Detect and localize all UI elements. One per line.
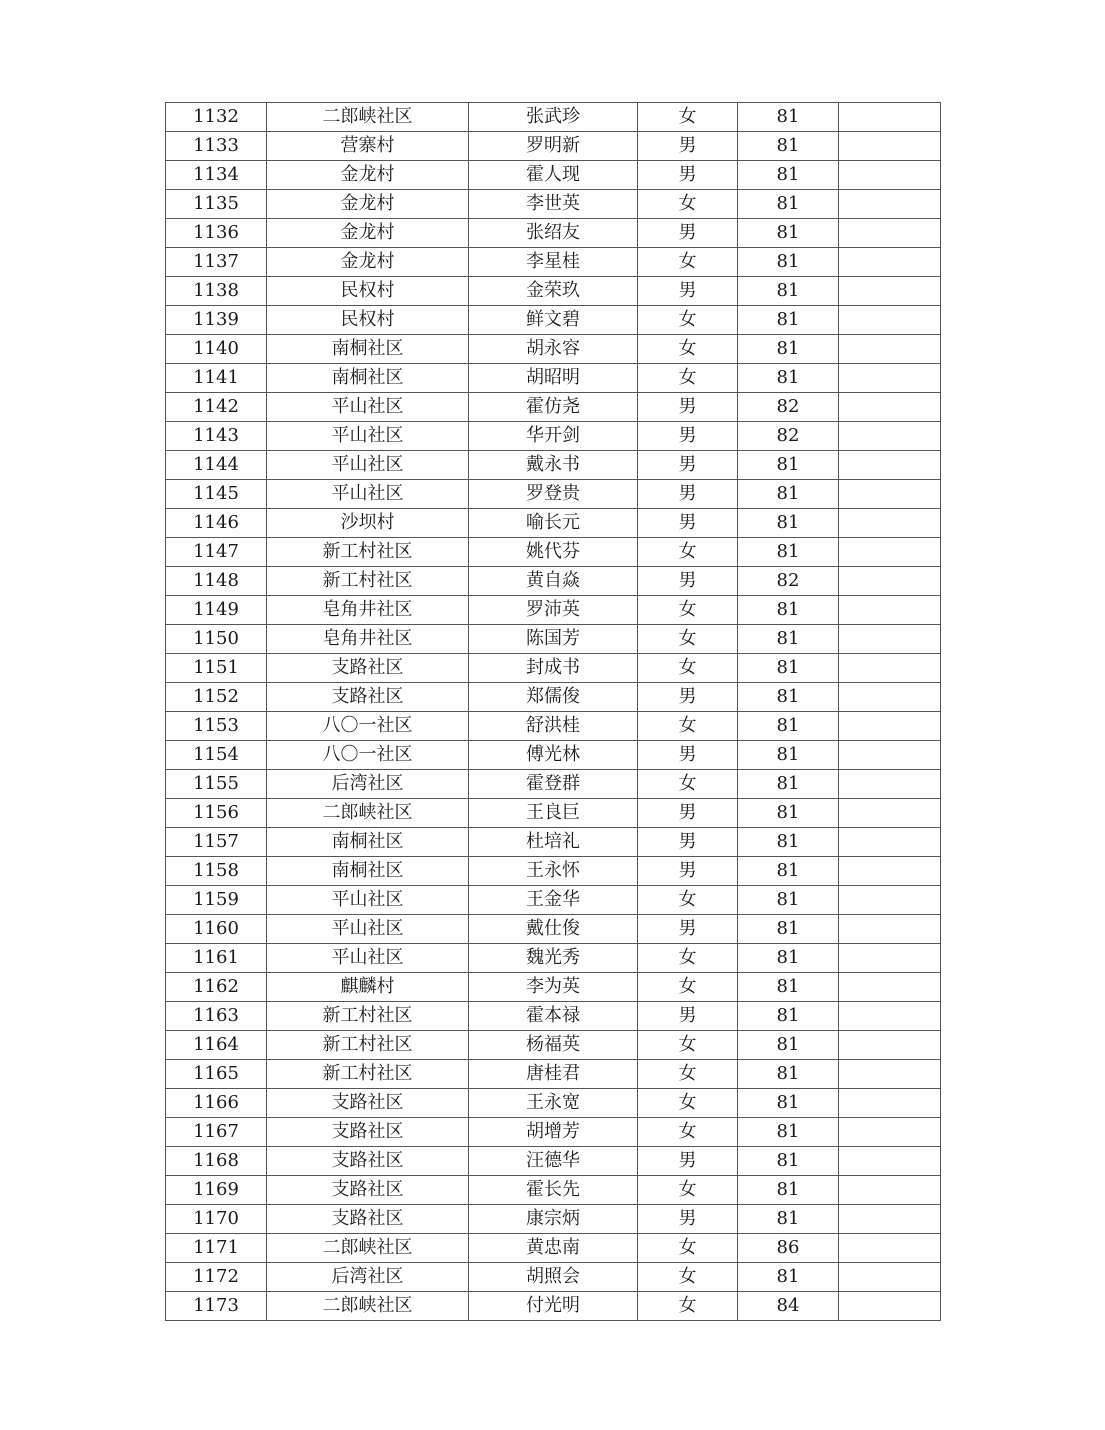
sex-cell: 男 (638, 161, 738, 190)
sex-cell: 女 (638, 335, 738, 364)
age-cell: 81 (738, 1263, 839, 1292)
name-cell: 王良巨 (469, 799, 638, 828)
note-cell (839, 944, 941, 973)
age-cell: 81 (738, 161, 839, 190)
community-cell: 二郎峡社区 (267, 1292, 469, 1321)
table-row (166, 393, 941, 422)
note-cell (839, 1292, 941, 1321)
age-cell: 81 (738, 364, 839, 393)
sex-cell: 女 (638, 654, 738, 683)
serial-number-cell: 1169 (166, 1176, 267, 1205)
community-cell: 平山社区 (267, 422, 469, 451)
serial-number-cell: 1159 (166, 886, 267, 915)
name-cell: 李星桂 (469, 248, 638, 277)
name-cell: 罗明新 (469, 132, 638, 161)
age-cell: 81 (738, 857, 839, 886)
sex-cell: 女 (638, 625, 738, 654)
age-cell: 84 (738, 1292, 839, 1321)
note-cell (839, 712, 941, 741)
note-cell (839, 596, 941, 625)
note-cell (839, 625, 941, 654)
serial-number-cell: 1140 (166, 335, 267, 364)
serial-number-cell: 1157 (166, 828, 267, 857)
age-cell: 81 (738, 1118, 839, 1147)
note-cell (839, 1031, 941, 1060)
note-cell (839, 1002, 941, 1031)
sex-cell: 女 (638, 1234, 738, 1263)
table-row (166, 886, 941, 915)
age-cell: 81 (738, 1205, 839, 1234)
age-cell: 81 (738, 306, 839, 335)
note-cell (839, 335, 941, 364)
table-row (166, 103, 941, 132)
sex-cell: 女 (638, 1031, 738, 1060)
community-cell: 沙坝村 (267, 509, 469, 538)
serial-number-cell: 1155 (166, 770, 267, 799)
name-cell: 杜培礼 (469, 828, 638, 857)
note-cell (839, 857, 941, 886)
community-cell: 民权村 (267, 306, 469, 335)
note-cell (839, 1205, 941, 1234)
sex-cell: 女 (638, 1263, 738, 1292)
community-cell: 金龙村 (267, 219, 469, 248)
note-cell (839, 1147, 941, 1176)
age-cell: 81 (738, 1031, 839, 1060)
serial-number-cell: 1148 (166, 567, 267, 596)
table-row (166, 944, 941, 973)
community-cell: 新工村社区 (267, 567, 469, 596)
sex-cell: 男 (638, 799, 738, 828)
serial-number-cell: 1165 (166, 1060, 267, 1089)
name-cell: 霍本禄 (469, 1002, 638, 1031)
community-cell: 后湾社区 (267, 1263, 469, 1292)
note-cell (839, 683, 941, 712)
name-cell: 黄忠南 (469, 1234, 638, 1263)
note-cell (839, 161, 941, 190)
age-cell: 81 (738, 944, 839, 973)
community-cell: 二郎峡社区 (267, 799, 469, 828)
name-cell: 傅光林 (469, 741, 638, 770)
community-cell: 麒麟村 (267, 973, 469, 1002)
age-cell: 81 (738, 683, 839, 712)
table-row (166, 132, 941, 161)
note-cell (839, 567, 941, 596)
name-cell: 霍登群 (469, 770, 638, 799)
sex-cell: 女 (638, 1060, 738, 1089)
serial-number-cell: 1139 (166, 306, 267, 335)
name-cell: 杨福英 (469, 1031, 638, 1060)
serial-number-cell: 1170 (166, 1205, 267, 1234)
age-cell: 81 (738, 335, 839, 364)
sex-cell: 女 (638, 712, 738, 741)
sex-cell: 男 (638, 451, 738, 480)
community-cell: 二郎峡社区 (267, 103, 469, 132)
sex-cell: 男 (638, 480, 738, 509)
table-row (166, 1234, 941, 1263)
community-cell: 南桐社区 (267, 335, 469, 364)
table-row (166, 480, 941, 509)
sex-cell: 女 (638, 770, 738, 799)
serial-number-cell: 1153 (166, 712, 267, 741)
name-cell: 李世英 (469, 190, 638, 219)
name-cell: 王永怀 (469, 857, 638, 886)
note-cell (839, 741, 941, 770)
community-cell: 金龙村 (267, 248, 469, 277)
community-cell: 支路社区 (267, 1176, 469, 1205)
sex-cell: 男 (638, 683, 738, 712)
serial-number-cell: 1147 (166, 538, 267, 567)
name-cell: 汪德华 (469, 1147, 638, 1176)
sex-cell: 男 (638, 1205, 738, 1234)
table-row (166, 451, 941, 480)
name-cell: 付光明 (469, 1292, 638, 1321)
sex-cell: 女 (638, 886, 738, 915)
age-cell: 81 (738, 538, 839, 567)
sex-cell: 男 (638, 509, 738, 538)
name-cell: 陈国芳 (469, 625, 638, 654)
name-cell: 舒洪桂 (469, 712, 638, 741)
community-cell: 支路社区 (267, 1118, 469, 1147)
table-row (166, 1118, 941, 1147)
community-cell: 民权村 (267, 277, 469, 306)
age-cell: 81 (738, 1089, 839, 1118)
age-cell: 81 (738, 480, 839, 509)
age-cell: 81 (738, 741, 839, 770)
community-cell: 平山社区 (267, 944, 469, 973)
community-cell: 支路社区 (267, 1147, 469, 1176)
table-row (166, 1147, 941, 1176)
serial-number-cell: 1143 (166, 422, 267, 451)
sex-cell: 男 (638, 132, 738, 161)
sex-cell: 男 (638, 393, 738, 422)
sex-cell: 男 (638, 828, 738, 857)
sex-cell: 女 (638, 1118, 738, 1147)
note-cell (839, 103, 941, 132)
name-cell: 鲜文碧 (469, 306, 638, 335)
table-row (166, 219, 941, 248)
name-cell: 金荣玖 (469, 277, 638, 306)
name-cell: 胡永容 (469, 335, 638, 364)
age-cell: 81 (738, 1147, 839, 1176)
note-cell (839, 1234, 941, 1263)
table-row (166, 567, 941, 596)
serial-number-cell: 1135 (166, 190, 267, 219)
name-cell: 姚代芬 (469, 538, 638, 567)
table-row (166, 857, 941, 886)
serial-number-cell: 1166 (166, 1089, 267, 1118)
note-cell (839, 770, 941, 799)
name-cell: 黄自焱 (469, 567, 638, 596)
table-row (166, 683, 941, 712)
community-cell: 金龙村 (267, 161, 469, 190)
sex-cell: 女 (638, 364, 738, 393)
name-cell: 罗沛英 (469, 596, 638, 625)
sex-cell: 男 (638, 857, 738, 886)
sex-cell: 女 (638, 248, 738, 277)
age-cell: 81 (738, 1060, 839, 1089)
serial-number-cell: 1173 (166, 1292, 267, 1321)
table-row (166, 625, 941, 654)
name-cell: 李为英 (469, 973, 638, 1002)
name-cell: 张武珍 (469, 103, 638, 132)
sex-cell: 女 (638, 944, 738, 973)
table-row (166, 509, 941, 538)
community-cell: 支路社区 (267, 683, 469, 712)
serial-number-cell: 1161 (166, 944, 267, 973)
note-cell (839, 1118, 941, 1147)
note-cell (839, 422, 941, 451)
note-cell (839, 248, 941, 277)
sex-cell: 女 (638, 103, 738, 132)
age-cell: 81 (738, 451, 839, 480)
note-cell (839, 886, 941, 915)
name-cell: 霍仿尧 (469, 393, 638, 422)
community-cell: 平山社区 (267, 915, 469, 944)
serial-number-cell: 1142 (166, 393, 267, 422)
community-cell: 皂角井社区 (267, 596, 469, 625)
community-cell: 二郎峡社区 (267, 1234, 469, 1263)
note-cell (839, 915, 941, 944)
name-cell: 封成书 (469, 654, 638, 683)
note-cell (839, 219, 941, 248)
sex-cell: 男 (638, 422, 738, 451)
age-cell: 82 (738, 567, 839, 596)
serial-number-cell: 1154 (166, 741, 267, 770)
age-cell: 81 (738, 1176, 839, 1205)
sex-cell: 男 (638, 915, 738, 944)
name-cell: 胡增芳 (469, 1118, 638, 1147)
serial-number-cell: 1160 (166, 915, 267, 944)
community-cell: 南桐社区 (267, 857, 469, 886)
serial-number-cell: 1134 (166, 161, 267, 190)
serial-number-cell: 1158 (166, 857, 267, 886)
table-row (166, 1263, 941, 1292)
age-cell: 81 (738, 1002, 839, 1031)
community-cell: 新工村社区 (267, 1031, 469, 1060)
serial-number-cell: 1146 (166, 509, 267, 538)
note-cell (839, 1176, 941, 1205)
table-row (166, 770, 941, 799)
note-cell (839, 451, 941, 480)
name-cell: 华开剑 (469, 422, 638, 451)
age-cell: 81 (738, 132, 839, 161)
note-cell (839, 480, 941, 509)
sex-cell: 女 (638, 190, 738, 219)
community-cell: 八〇一社区 (267, 741, 469, 770)
age-cell: 81 (738, 219, 839, 248)
community-cell: 新工村社区 (267, 538, 469, 567)
table-row (166, 248, 941, 277)
serial-number-cell: 1168 (166, 1147, 267, 1176)
table-row (166, 277, 941, 306)
community-cell: 支路社区 (267, 1205, 469, 1234)
community-cell: 平山社区 (267, 393, 469, 422)
name-cell: 康宗炳 (469, 1205, 638, 1234)
note-cell (839, 973, 941, 1002)
serial-number-cell: 1172 (166, 1263, 267, 1292)
sex-cell: 女 (638, 1176, 738, 1205)
serial-number-cell: 1149 (166, 596, 267, 625)
sex-cell: 女 (638, 306, 738, 335)
serial-number-cell: 1137 (166, 248, 267, 277)
note-cell (839, 364, 941, 393)
table-row (166, 1002, 941, 1031)
community-cell: 南桐社区 (267, 828, 469, 857)
community-cell: 营寨村 (267, 132, 469, 161)
community-cell: 八〇一社区 (267, 712, 469, 741)
sex-cell: 男 (638, 1002, 738, 1031)
serial-number-cell: 1164 (166, 1031, 267, 1060)
sex-cell: 女 (638, 1292, 738, 1321)
serial-number-cell: 1156 (166, 799, 267, 828)
community-cell: 平山社区 (267, 480, 469, 509)
table-row (166, 654, 941, 683)
community-cell: 后湾社区 (267, 770, 469, 799)
serial-number-cell: 1150 (166, 625, 267, 654)
note-cell (839, 538, 941, 567)
table-row (166, 915, 941, 944)
table-row (166, 828, 941, 857)
serial-number-cell: 1138 (166, 277, 267, 306)
age-cell: 81 (738, 596, 839, 625)
table-row (166, 741, 941, 770)
note-cell (839, 509, 941, 538)
serial-number-cell: 1144 (166, 451, 267, 480)
name-cell: 唐桂君 (469, 1060, 638, 1089)
age-cell: 81 (738, 915, 839, 944)
name-cell: 喻长元 (469, 509, 638, 538)
note-cell (839, 828, 941, 857)
serial-number-cell: 1136 (166, 219, 267, 248)
sex-cell: 女 (638, 1089, 738, 1118)
community-cell: 金龙村 (267, 190, 469, 219)
sex-cell: 男 (638, 219, 738, 248)
note-cell (839, 654, 941, 683)
name-cell: 霍人现 (469, 161, 638, 190)
name-cell: 王永宽 (469, 1089, 638, 1118)
sex-cell: 女 (638, 596, 738, 625)
sex-cell: 女 (638, 973, 738, 1002)
name-cell: 胡照会 (469, 1263, 638, 1292)
note-cell (839, 1089, 941, 1118)
age-cell: 82 (738, 393, 839, 422)
age-cell: 81 (738, 973, 839, 1002)
serial-number-cell: 1171 (166, 1234, 267, 1263)
age-cell: 86 (738, 1234, 839, 1263)
note-cell (839, 1060, 941, 1089)
community-cell: 南桐社区 (267, 364, 469, 393)
name-cell: 张绍友 (469, 219, 638, 248)
community-cell: 平山社区 (267, 886, 469, 915)
sex-cell: 男 (638, 277, 738, 306)
name-cell: 胡昭明 (469, 364, 638, 393)
elderly-roster-table (165, 102, 941, 1321)
table-row (166, 1031, 941, 1060)
table-row (166, 190, 941, 219)
roster-table-body (166, 103, 941, 1321)
sex-cell: 男 (638, 567, 738, 596)
community-cell: 皂角井社区 (267, 625, 469, 654)
sex-cell: 女 (638, 538, 738, 567)
community-cell: 支路社区 (267, 654, 469, 683)
table-row (166, 161, 941, 190)
table-row (166, 712, 941, 741)
community-cell: 支路社区 (267, 1089, 469, 1118)
note-cell (839, 190, 941, 219)
table-row (166, 799, 941, 828)
name-cell: 罗登贵 (469, 480, 638, 509)
serial-number-cell: 1133 (166, 132, 267, 161)
note-cell (839, 393, 941, 422)
serial-number-cell: 1163 (166, 1002, 267, 1031)
serial-number-cell: 1145 (166, 480, 267, 509)
table-row (166, 1292, 941, 1321)
age-cell: 81 (738, 799, 839, 828)
age-cell: 81 (738, 625, 839, 654)
age-cell: 81 (738, 277, 839, 306)
age-cell: 81 (738, 248, 839, 277)
table-row (166, 306, 941, 335)
table-row (166, 1089, 941, 1118)
name-cell: 郑儒俊 (469, 683, 638, 712)
serial-number-cell: 1152 (166, 683, 267, 712)
name-cell: 魏光秀 (469, 944, 638, 973)
table-row (166, 1205, 941, 1234)
age-cell: 81 (738, 886, 839, 915)
note-cell (839, 799, 941, 828)
table-row (166, 335, 941, 364)
serial-number-cell: 1151 (166, 654, 267, 683)
age-cell: 81 (738, 828, 839, 857)
table-row (166, 973, 941, 1002)
table-row (166, 1060, 941, 1089)
serial-number-cell: 1162 (166, 973, 267, 1002)
age-cell: 81 (738, 190, 839, 219)
sex-cell: 男 (638, 741, 738, 770)
age-cell: 82 (738, 422, 839, 451)
table-row (166, 364, 941, 393)
community-cell: 平山社区 (267, 451, 469, 480)
age-cell: 81 (738, 103, 839, 132)
name-cell: 王金华 (469, 886, 638, 915)
age-cell: 81 (738, 654, 839, 683)
table-row (166, 1176, 941, 1205)
sex-cell: 男 (638, 1147, 738, 1176)
table-row (166, 422, 941, 451)
age-cell: 81 (738, 770, 839, 799)
table-row (166, 538, 941, 567)
note-cell (839, 1263, 941, 1292)
name-cell: 戴仕俊 (469, 915, 638, 944)
serial-number-cell: 1167 (166, 1118, 267, 1147)
table-row (166, 596, 941, 625)
name-cell: 霍长先 (469, 1176, 638, 1205)
community-cell: 新工村社区 (267, 1002, 469, 1031)
serial-number-cell: 1132 (166, 103, 267, 132)
note-cell (839, 306, 941, 335)
age-cell: 81 (738, 509, 839, 538)
community-cell: 新工村社区 (267, 1060, 469, 1089)
name-cell: 戴永书 (469, 451, 638, 480)
note-cell (839, 132, 941, 161)
serial-number-cell: 1141 (166, 364, 267, 393)
note-cell (839, 277, 941, 306)
age-cell: 81 (738, 712, 839, 741)
